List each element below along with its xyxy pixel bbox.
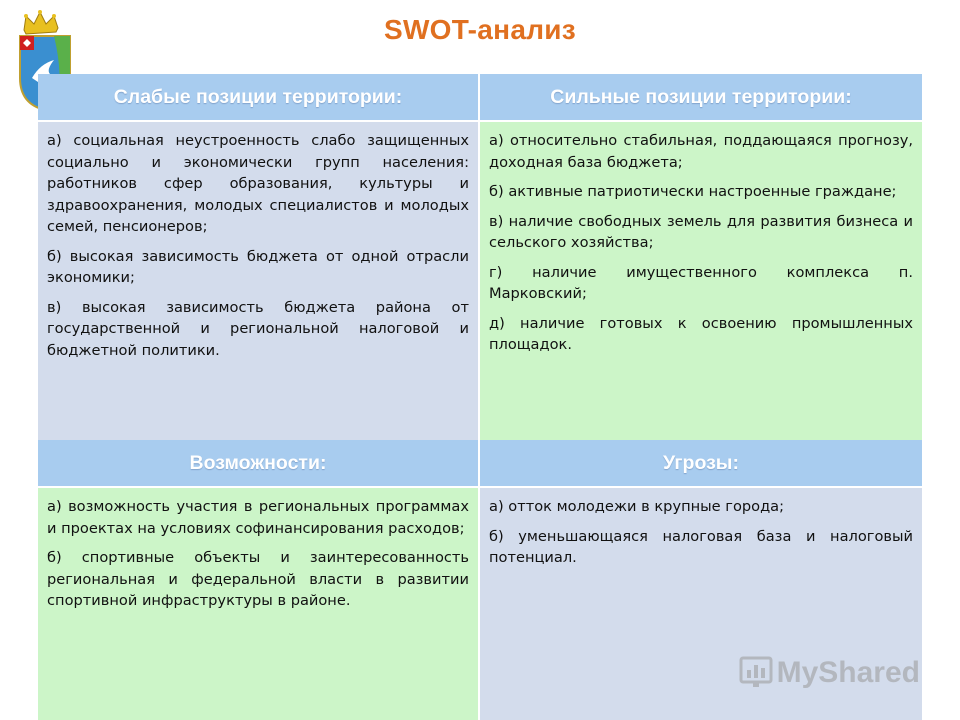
watermark-logo-icon (739, 656, 773, 690)
threat-item: а) отток молодежи в крупные города; (489, 498, 785, 515)
weakness-item: а) социальная неустроенность слабо защищенных социально и экономически групп населения: работников сфер образования, культуры и здравоохранения, молодых специалистов и молодых семей, пенсионеров; (47, 132, 469, 235)
strength-item: д) наличие готовых к освоению промышленных площадок. (489, 314, 913, 353)
page-title: SWOT-анализ (383, 14, 577, 45)
strength-item: г) наличие имущественного комплекса п. Марковский; (489, 263, 913, 302)
opportunities-header: Возможности: (38, 440, 480, 488)
weaknesses-cell (38, 122, 480, 440)
watermark (739, 656, 920, 690)
strengths-cell (480, 122, 922, 440)
threat-item: б) уменьшающаяся налоговая база и налоговый потенциал. (489, 527, 913, 566)
opportunities-cell (38, 488, 480, 720)
weakness-item: б) высокая зависимость бюджета от одной отрасли экономики; (47, 247, 469, 286)
strength-item: а) относительно стабильная, поддающаяся прогнозу, доходная база бюджета; (489, 132, 913, 171)
strengths-header: Сильные позиции территории: (480, 74, 922, 122)
opportunity-item: а) возможность участия в региональных программах и проектах на условиях софинансирования расходов; (47, 498, 469, 537)
weakness-item: в) высокая зависимость бюджета района от государственной и региональной налоговой и бюджетной политики. (47, 298, 469, 359)
threats-header: Угрозы: (480, 440, 922, 488)
opportunity-item: б) спортивные объекты и заинтересованность региональная и федеральной власти в развитии спортивной инфраструктуры в районе. (47, 549, 469, 609)
weaknesses-header: Слабые позиции территории: (38, 74, 480, 122)
watermark-text: MyShared (776, 656, 920, 689)
swot-table (38, 74, 922, 720)
strength-item: б) активные патриотически настроенные граждане; (489, 183, 897, 200)
strength-item: в) наличие свободных земель для развития бизнеса и сельского хозяйства; (489, 212, 913, 251)
